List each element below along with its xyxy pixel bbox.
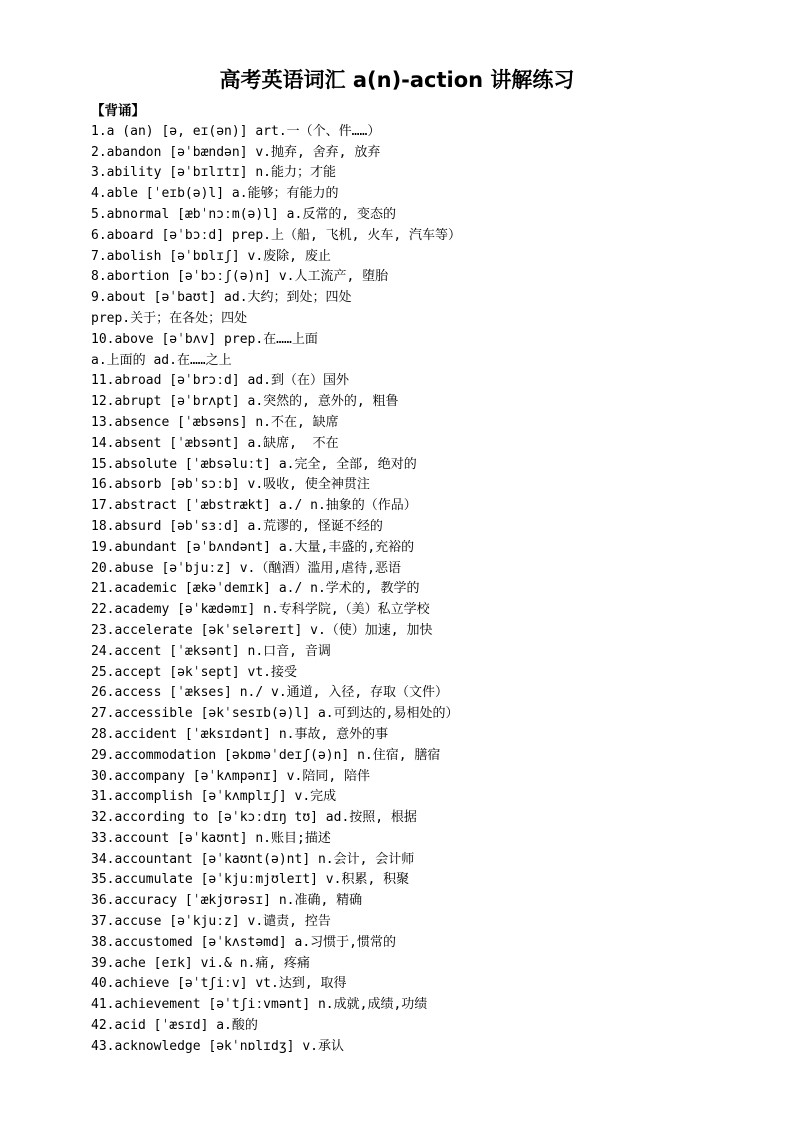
vocab-entry bbox=[91, 205, 781, 226]
vocab-entry-text: 39.ache [eɪk] vi.& n.痛, 疼痛 bbox=[91, 955, 311, 971]
vocab-entry bbox=[91, 995, 781, 1016]
vocab-entry bbox=[91, 309, 781, 330]
vocab-entry bbox=[91, 870, 781, 891]
vocab-entry-text: 2.abandon [əˈbændən] v.抛弃, 舍弃, 放弃 bbox=[91, 144, 381, 160]
vocab-entry-text: 13.absence [ˈæbsəns] n.不在, 缺席 bbox=[91, 414, 339, 430]
vocab-entry-text: 8.abortion [əˈbɔːʃ(ə)n] v.人工流产, 堕胎 bbox=[91, 269, 389, 285]
vocab-entry-text: 27.accessible [əkˈsesɪb(ə)l] a.可到达的,易相处的） bbox=[91, 706, 459, 722]
vocab-entry bbox=[91, 683, 781, 704]
vocab-entry-text: 33.account [əˈkaʊnt] n.账目;描述 bbox=[91, 830, 331, 846]
vocab-entry-text: 30.accompany [əˈkʌmpənɪ] v.陪同, 陪伴 bbox=[91, 768, 370, 784]
vocab-entry-text: 32.according to [əˈkɔːdɪŋ tʊ] ad.按照, 根据 bbox=[91, 810, 417, 826]
vocab-entry bbox=[91, 912, 781, 933]
vocab-entry bbox=[91, 808, 781, 829]
vocab-entry bbox=[91, 351, 781, 372]
vocab-entry-text: 23.accelerate [əkˈseləreɪt] v.（使）加速, 加快 bbox=[91, 622, 433, 638]
vocab-entry bbox=[91, 413, 781, 434]
section-label: 【背诵】 bbox=[91, 103, 145, 119]
vocab-entry bbox=[91, 475, 781, 496]
vocab-entry-text: 22.academy [əˈkædəmɪ] n.专科学院,（美）私立学校 bbox=[91, 602, 430, 618]
vocab-entry bbox=[91, 392, 781, 413]
vocab-entry bbox=[91, 954, 781, 975]
vocab-entry-text: 1.a (an) [ə, eɪ(ən)] art.一（个、件……） bbox=[91, 123, 381, 139]
vocab-entry bbox=[91, 891, 781, 912]
vocab-entry bbox=[91, 642, 781, 663]
vocab-entry bbox=[91, 247, 781, 268]
vocab-entry bbox=[91, 163, 781, 184]
vocab-entry-text: 21.academic [ækəˈdemɪk] a./ n.学术的, 教学的 bbox=[91, 581, 420, 597]
vocab-entry-text: 4.able [ˈeɪb(ə)l] a.能够；有能力的 bbox=[91, 186, 339, 202]
vocab-entry bbox=[91, 746, 781, 767]
vocab-entry bbox=[91, 663, 781, 684]
vocab-entry bbox=[91, 434, 781, 455]
vocab-entry-text: 20.abuse [əˈbjuːz] v.（酗酒）滥用,虐待,恶语 bbox=[91, 560, 402, 576]
vocab-entry-text: 25.accept [əkˈsept] vt.接受 bbox=[91, 664, 298, 680]
vocab-entry bbox=[91, 122, 781, 143]
vocab-entry-text: a.上面的 ad.在……之上 bbox=[91, 352, 232, 368]
vocab-entry-text: 35.accumulate [əˈkjuːmjʊleɪt] v.积累, 积聚 bbox=[91, 872, 410, 888]
vocab-entry bbox=[91, 538, 781, 559]
vocab-entry-text: 24.accent [ˈæksənt] n.口音, 音调 bbox=[91, 643, 331, 659]
vocab-entry-text: 19.abundant [əˈbʌndənt] a.大量,丰盛的,充裕的 bbox=[91, 539, 415, 555]
vocab-entry bbox=[91, 559, 781, 580]
vocab-entry bbox=[91, 725, 781, 746]
vocab-entry bbox=[91, 288, 781, 309]
vocab-entry-text: 29.accommodation [əkɒməˈdeɪʃ(ə)n] n.住宿, 膳宿 bbox=[91, 747, 441, 763]
vocab-entry-text: 5.abnormal [æbˈnɔːm(ə)l] a.反常的, 变态的 bbox=[91, 206, 396, 222]
vocab-entry-text: 43.acknowledge [əkˈnɒlɪdʒ] v.承认 bbox=[91, 1038, 344, 1054]
vocab-entry-text: 42.acid [ˈæsɪd] a.酸的 bbox=[91, 1018, 258, 1034]
vocab-entry bbox=[91, 517, 781, 538]
vocab-entry-text: 34.accountant [əˈkaʊnt(ə)nt] n.会计, 会计师 bbox=[91, 851, 415, 867]
vocab-entry-text: 14.absent [ˈæbsənt] a.缺席, 不在 bbox=[91, 435, 339, 451]
entry-lines bbox=[91, 122, 781, 1058]
vocab-entry-text: 16.absorb [əbˈsɔːb] v.吸收, 使全神贯注 bbox=[91, 477, 370, 493]
vocab-entry-text: 17.abstract [ˈæbstrækt] a./ n.抽象的（作品） bbox=[91, 498, 417, 514]
vocab-entry-text: 40.achieve [əˈtʃiːv] vt.达到, 取得 bbox=[91, 976, 347, 992]
vocab-entry-text: 11.abroad [əˈbrɔːd] ad.到（在）国外 bbox=[91, 373, 350, 389]
vocab-entry bbox=[91, 767, 781, 788]
vocab-entry bbox=[91, 143, 781, 164]
vocab-entry-text: prep.关于；在各处；四处 bbox=[91, 310, 248, 326]
vocab-entry bbox=[91, 829, 781, 850]
vocab-entry-text: 9.about [əˈbaʊt] ad.大约；到处；四处 bbox=[91, 290, 352, 306]
vocab-entry bbox=[91, 226, 781, 247]
vocab-entry bbox=[91, 371, 781, 392]
vocab-entry-text: 28.accident [ˈæksɪdənt] n.事故, 意外的事 bbox=[91, 726, 389, 742]
vocab-entry bbox=[91, 974, 781, 995]
vocab-entry-text: 37.accuse [əˈkjuːz] v.谴责, 控告 bbox=[91, 914, 331, 930]
vocab-entry bbox=[91, 787, 781, 808]
vocab-entry bbox=[91, 621, 781, 642]
vocab-entry bbox=[91, 704, 781, 725]
vocab-entry-text: 10.above [əˈbʌv] prep.在……上面 bbox=[91, 331, 318, 347]
vocab-entry bbox=[91, 579, 781, 600]
vocab-entry bbox=[91, 600, 781, 621]
vocab-entry-text: 38.accustomed [əˈkʌstəmd] a.习惯于,惯常的 bbox=[91, 934, 396, 950]
vocab-entry bbox=[91, 1037, 781, 1058]
vocab-entry bbox=[91, 184, 781, 205]
vocab-entry bbox=[91, 455, 781, 476]
vocab-entry-text: 3.ability [əˈbɪlɪtɪ] n.能力；才能 bbox=[91, 165, 337, 181]
vocab-entry bbox=[91, 850, 781, 871]
page-title: 高考英语词汇 a(n)-action 讲解练习 bbox=[219, 68, 575, 92]
vocab-entry bbox=[91, 330, 781, 351]
vocab-entry bbox=[91, 267, 781, 288]
vocab-entry bbox=[91, 933, 781, 954]
vocab-entry-text: 18.absurd [əbˈsɜːd] a.荒谬的, 怪诞不经的 bbox=[91, 518, 383, 534]
vocab-entry bbox=[91, 1016, 781, 1037]
vocab-entry-text: 31.accomplish [əˈkʌmplɪʃ] v.完成 bbox=[91, 789, 337, 805]
vocab-entry-text: 6.aboard [əˈbɔːd] prep.上（船, 飞机, 火车, 汽车等） bbox=[91, 227, 461, 243]
vocab-entry-text: 26.access [ˈækses] n./ v.通道, 入径, 存取（文件） bbox=[91, 685, 448, 701]
vocab-entry-text: 15.absolute [ˈæbsəluːt] a.完全, 全部, 绝对的 bbox=[91, 456, 417, 472]
vocab-entry bbox=[91, 496, 781, 517]
vocab-entry-text: 36.accuracy [ˈækjʊrəsɪ] n.准确, 精确 bbox=[91, 893, 363, 909]
vocab-entry-text: 7.abolish [əˈbɒlɪʃ] v.废除, 废止 bbox=[91, 248, 331, 264]
vocab-entry-text: 12.abrupt [əˈbrʌpt] a.突然的, 意外的, 粗鲁 bbox=[91, 394, 399, 410]
vocab-entry-text: 41.achievement [əˈtʃiːvmənt] n.成就,成绩,功绩 bbox=[91, 997, 428, 1013]
vocabulary-list bbox=[91, 101, 781, 1058]
